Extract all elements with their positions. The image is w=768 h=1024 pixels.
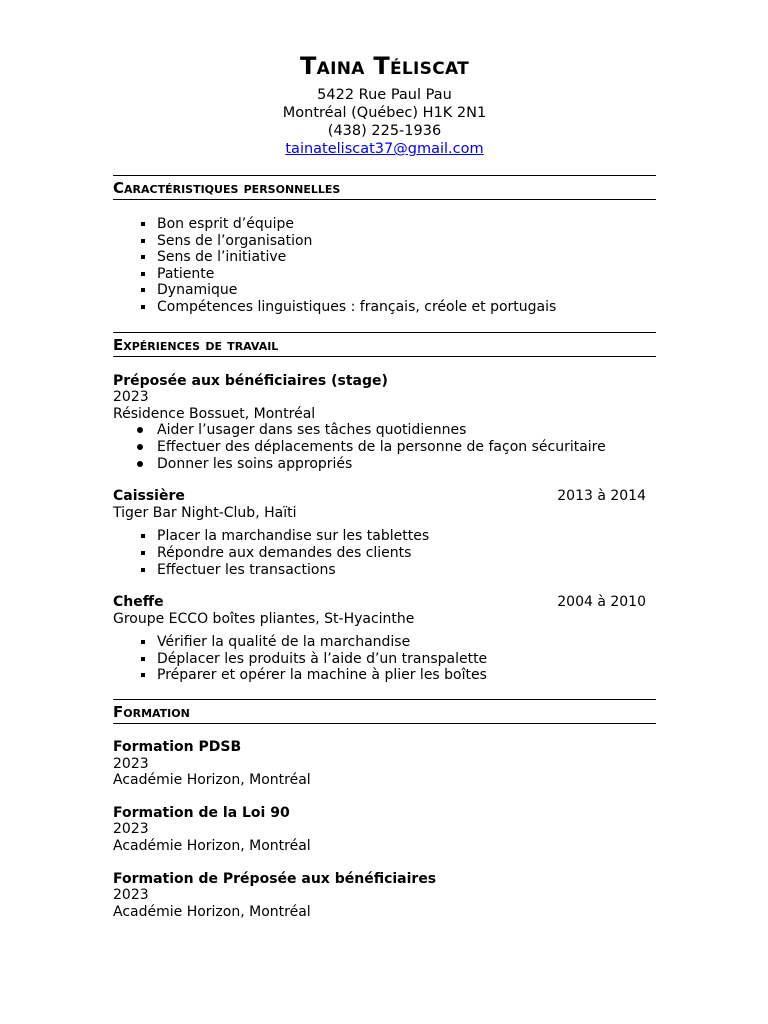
list-item: Sens de l’organisation [157,233,656,250]
job-title: Préposée aux bénéficiaires (stage) [113,372,388,389]
list-item: Sens de l’initiative [157,249,656,266]
education-year: 2023 [113,821,149,838]
section-title-education: Formation [113,699,656,724]
education-place: Académie Horizon, Montréal [113,772,311,789]
job-place: Tiger Bar Night-Club, Haïti [113,504,297,521]
email-link[interactable]: tainateliscat37@gmail.com [285,141,484,157]
job-dates: 2013 à 2014 [557,488,646,505]
education-title: Formation de Préposée aux bénéficiaires [113,870,437,887]
education-place: Académie Horizon, Montréal [113,903,311,920]
education-year: 2023 [113,887,149,904]
phone-number: (438) 225-1936 [327,123,442,139]
education-title: Formation PDSB [113,739,242,756]
job-place: Groupe ECCO boîtes pliantes, St-Hyacinthe [113,610,415,627]
education-entry-3 [113,871,656,921]
job-tasks-list [113,422,656,472]
job-entry-1 [113,373,656,473]
job-tasks-list [113,528,656,578]
list-item: Répondre aux demandes des clients [157,545,656,562]
education-place: Académie Horizon, Montréal [113,838,311,855]
list-item: Placer la marchandise sur les tablettes [157,528,656,545]
job-title: Cheffe [113,594,164,611]
list-item: Patiente [157,266,656,283]
resume-content [113,52,656,920]
education-title: Formation de la Loi 90 [113,804,290,821]
education-entry-1 [113,739,656,789]
personal-traits-list [113,216,656,316]
list-item: Bon esprit d’équipe [157,216,656,233]
education-entry-2 [113,805,656,855]
job-entry-3 [113,594,656,684]
section-title-experience: Expériences de travail [113,332,656,357]
section-title-personal: Caractéristiques personnelles [113,175,656,200]
job-tasks-list [113,634,656,684]
list-item: Préparer et opérer la machine à plier les boîtes [157,667,656,684]
job-year: 2023 [113,389,149,406]
address-city: Montréal (Québec) H1K 2N1 [282,105,487,121]
list-item: Aider l’usager dans ses tâches quotidiennes [157,422,656,439]
list-item: Effectuer les transactions [157,562,656,579]
list-item: Effectuer des déplacements de la personne de façon sécuritaire [157,439,656,456]
job-entry-2 [113,488,656,578]
resume-header [113,52,656,158]
candidate-name: Taina Téliscat [299,52,470,80]
list-item: Donner les soins appropriés [157,456,656,473]
list-item: Déplacer les produits à l’aide d’un transpalette [157,651,656,668]
list-item: Dynamique [157,282,656,299]
list-item: Vérifier la qualité de la marchandise [157,634,656,651]
job-place: Résidence Bossuet, Montréal [113,405,316,422]
list-item: Compétences linguistiques : français, créole et portugais [157,299,656,316]
education-year: 2023 [113,755,149,772]
job-dates: 2004 à 2010 [557,594,646,611]
job-title: Caissière [113,488,185,505]
address-street: 5422 Rue Paul Pau [317,87,452,103]
